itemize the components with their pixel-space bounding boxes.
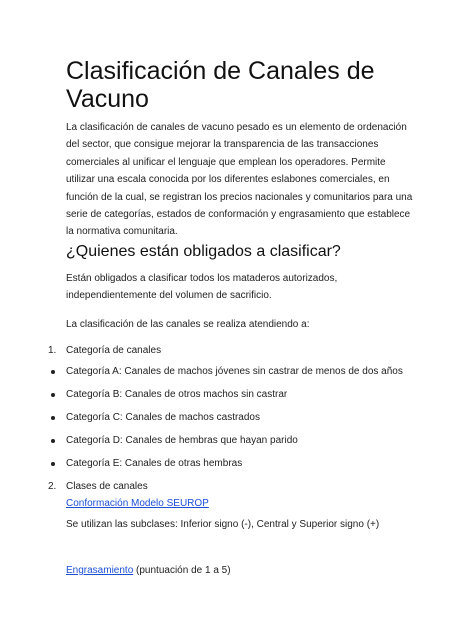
bullet-icon (51, 370, 55, 374)
subclases-text: Se utilizan las subclases: Inferior signo (-), Central y Superior signo (+) (66, 519, 380, 530)
page-title: Clasificación de Canales de Vacuno (66, 57, 375, 113)
category-item-c: Categoría C: Canales de machos castrados (66, 412, 260, 423)
section-heading: ¿Quienes están obligados a clasificar? (66, 243, 341, 260)
engrasamiento-link[interactable]: Engrasamiento (66, 565, 134, 576)
intro-paragraph: La clasificación de canales de vacuno pesado es un elemento de ordenación del sector, que consigue mejorar la transparencia de las transacciones comerciales al unificar el lenguaje que emplean los operadores. Permite utilizar una escala conocida por los diferentes eslabones comerciales, en función de la cual, se registran los precios nacionales y comunitarios para una serie de categorías, estados de conformación y engrasamiento que establece la normativa comunitaria. (66, 122, 413, 238)
atendiendo-paragraph: La clasificación de las canales se realiza atendiendo a: (66, 319, 310, 330)
obligados-paragraph: Están obligados a clasificar todos los mataderos autorizados, independientemente del volumen de sacrificio. (66, 273, 338, 302)
bullet-icon (51, 462, 55, 466)
list-item-categoria: Categoría de canales (66, 345, 162, 356)
list-number-2: 2. (48, 481, 57, 492)
list-item-clases: Clases de canales (66, 481, 148, 492)
engrasamiento-line (66, 564, 231, 577)
bullet-icon (51, 439, 55, 443)
bullet-icon (51, 416, 55, 420)
conformacion-link[interactable]: Conformación Modelo SEUROP (66, 498, 209, 509)
list-number-1: 1. (48, 345, 57, 356)
category-item-b: Categoría B: Canales de otros machos sin castrar (66, 389, 288, 400)
engrasamiento-description: (puntuación de 1 a 5) (133, 565, 231, 576)
bullet-icon (51, 393, 55, 397)
category-item-e: Categoría E: Canales de otras hembras (66, 458, 243, 469)
category-item-a: Categoría A: Canales de machos jóvenes sin castrar de menos de dos años (66, 366, 403, 377)
category-item-d: Categoría D: Canales de hembras que hayan parido (66, 435, 298, 446)
